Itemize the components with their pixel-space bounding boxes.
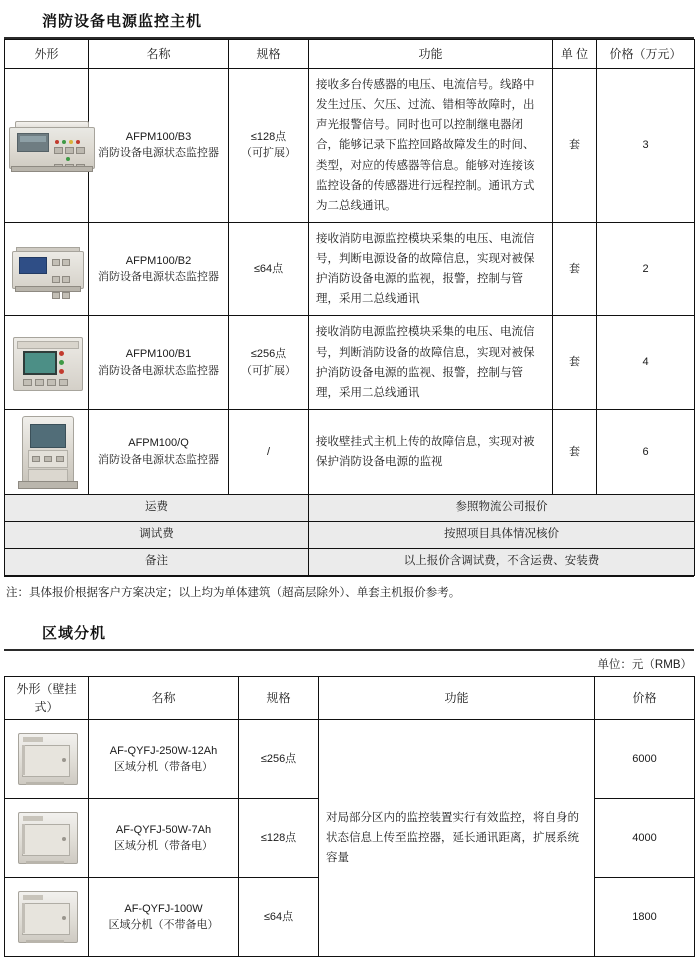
product-image-cell (5, 69, 89, 223)
product-name-cell (89, 409, 229, 494)
table-header-row (5, 40, 695, 69)
product-function-cell: 接收多台传感器的电压、电流信号。线路中发生过压、欠压、过流、错相等故障时，出声光报警信号。同时也可以控制继电器闭合，能够记录下监控回路故障发生的时间、类型，对应的传感器等信息。能够对连接该监控设备的传感器进行远程控制。通讯方式为二总线通讯。 (309, 69, 553, 223)
col-header-function: 功能 (309, 40, 553, 69)
spec-value: ≤64点 (253, 262, 284, 275)
fee-row-remark (5, 548, 695, 575)
col-header-price: 价格 (595, 677, 695, 720)
section-title-area-extension: 区域分机 (4, 616, 694, 651)
col-header-shape: 外形（壁挂式） (5, 677, 89, 720)
col-header-shape: 外形 (5, 40, 89, 69)
col-header-name: 名称 (89, 677, 239, 720)
product-name-cell (89, 316, 229, 410)
power-monitor-host-b3-image (9, 119, 93, 171)
area-extension-wall-box-image (16, 889, 78, 945)
section-title-power-monitor-host: 消防设备电源监控主机 (4, 4, 694, 39)
fee-row-shipping (5, 494, 695, 521)
product-image-cell (5, 409, 89, 494)
fee-value: 参照物流公司报价 (309, 494, 695, 521)
col-header-spec: 规格 (239, 677, 319, 720)
table-row (5, 69, 695, 223)
spec-note: （可扩展） (241, 364, 296, 377)
product-name-cell (89, 799, 239, 878)
product-name-cell (89, 69, 229, 223)
fee-label: 调试费 (5, 521, 309, 548)
power-monitor-host-table (4, 39, 695, 576)
product-name-cell (89, 720, 239, 799)
product-spec-cell (229, 222, 309, 316)
col-header-name: 名称 (89, 40, 229, 69)
product-unit-cell: 套 (553, 69, 597, 223)
product-spec-cell (229, 409, 309, 494)
col-header-price: 价格（万元） (597, 40, 695, 69)
product-image-cell (5, 222, 89, 316)
area-extension-wall-box-image (16, 731, 78, 787)
product-name-cell (89, 222, 229, 316)
product-price-cell: 4 (597, 316, 695, 410)
product-spec-cell: ≤128点 (239, 799, 319, 878)
product-model: AFPM100/B1 (125, 348, 192, 361)
product-model: AFPM100/B3 (125, 130, 192, 143)
product-price-cell: 4000 (595, 799, 695, 878)
area-extension-wall-box-image (16, 810, 78, 866)
col-header-unit: 单 位 (553, 40, 597, 69)
product-price-cell: 2 (597, 222, 695, 316)
product-unit-cell: 套 (553, 316, 597, 410)
area-extension-table (4, 676, 695, 957)
product-image-cell (5, 799, 89, 878)
spec-value: ≤128点 (250, 130, 287, 143)
product-name: 区域分机（带备电） (114, 840, 213, 853)
table-row (5, 720, 695, 799)
product-price-cell: 6000 (595, 720, 695, 799)
table-note: 注：具体报价根据客户方案决定；以上均为单体建筑（超高层除外）、单套主机报价参考。 (6, 586, 461, 599)
product-name: 消防设备电源状态监控器 (98, 271, 219, 284)
product-function-cell: 接收消防电源监控模块采集的电压、电流信号，判断消防设备的故障信息，实现对被保护消防设备电源的监视、报警，控制与管理，采用二总线通讯 (309, 316, 553, 410)
product-name: 消防设备电源状态监控器 (98, 453, 219, 466)
product-function-cell-merged: 对局部分区内的监控装置实行有效监控，将自身的状态信息上传至监控器，延长通讯距离，扩展系统容量 (319, 720, 595, 957)
product-image-cell (5, 720, 89, 799)
product-price-cell: 6 (597, 409, 695, 494)
table-row (5, 316, 695, 410)
power-monitor-host-q-image (18, 416, 76, 488)
table-header-row (5, 677, 695, 720)
product-model: AFPM100/B2 (125, 254, 192, 267)
fee-row-commissioning (5, 521, 695, 548)
product-model: AF-QYFJ-100W (124, 902, 203, 915)
spec-value: ≤256点 (250, 348, 287, 361)
table-row (5, 409, 695, 494)
product-name: 消防设备电源状态监控器 (98, 364, 219, 377)
fee-value: 按照项目具体情况核价 (309, 521, 695, 548)
product-name: 区域分机（不带备电） (108, 919, 219, 932)
product-unit-cell: 套 (553, 409, 597, 494)
spec-note: （可扩展） (241, 147, 296, 160)
product-unit-cell: 套 (553, 222, 597, 316)
product-image-cell (5, 316, 89, 410)
product-model: AFPM100/Q (128, 437, 189, 450)
note-container (4, 576, 694, 602)
product-price-cell: 3 (597, 69, 695, 223)
product-name-cell (89, 878, 239, 957)
currency-unit-label: 单位：元（RMB） (597, 659, 692, 672)
table-row (5, 222, 695, 316)
product-name: 消防设备电源状态监控器 (98, 147, 219, 160)
product-spec-cell (229, 316, 309, 410)
product-spec-cell: ≤64点 (239, 878, 319, 957)
power-monitor-host-b1-image (13, 333, 81, 393)
product-price-cell: 1800 (595, 878, 695, 957)
spec-value: / (266, 445, 271, 458)
product-image-cell (5, 878, 89, 957)
fee-value: 以上报价含调试费，不含运费、安装费 (309, 548, 695, 575)
product-function-cell: 接收壁挂式主机上传的故障信息，实现对被保护消防设备电源的监视 (309, 409, 553, 494)
power-monitor-host-b2-image (12, 245, 82, 293)
product-spec-cell: ≤256点 (239, 720, 319, 799)
col-header-spec: 规格 (229, 40, 309, 69)
product-name: 区域分机（带备电） (114, 761, 213, 774)
product-model: AF-QYFJ-50W-7Ah (115, 823, 212, 836)
col-header-function: 功能 (319, 677, 595, 720)
fee-label: 运费 (5, 494, 309, 521)
product-function-cell: 接收消防电源监控模块采集的电压、电流信号，判断电源设备的故障信息，实现对被保护消防设备电源的监视，报警，控制与管理，采用二总线通讯 (309, 222, 553, 316)
product-spec-cell (229, 69, 309, 223)
product-model: AF-QYFJ-250W-12Ah (109, 744, 218, 757)
fee-label: 备注 (5, 548, 309, 575)
